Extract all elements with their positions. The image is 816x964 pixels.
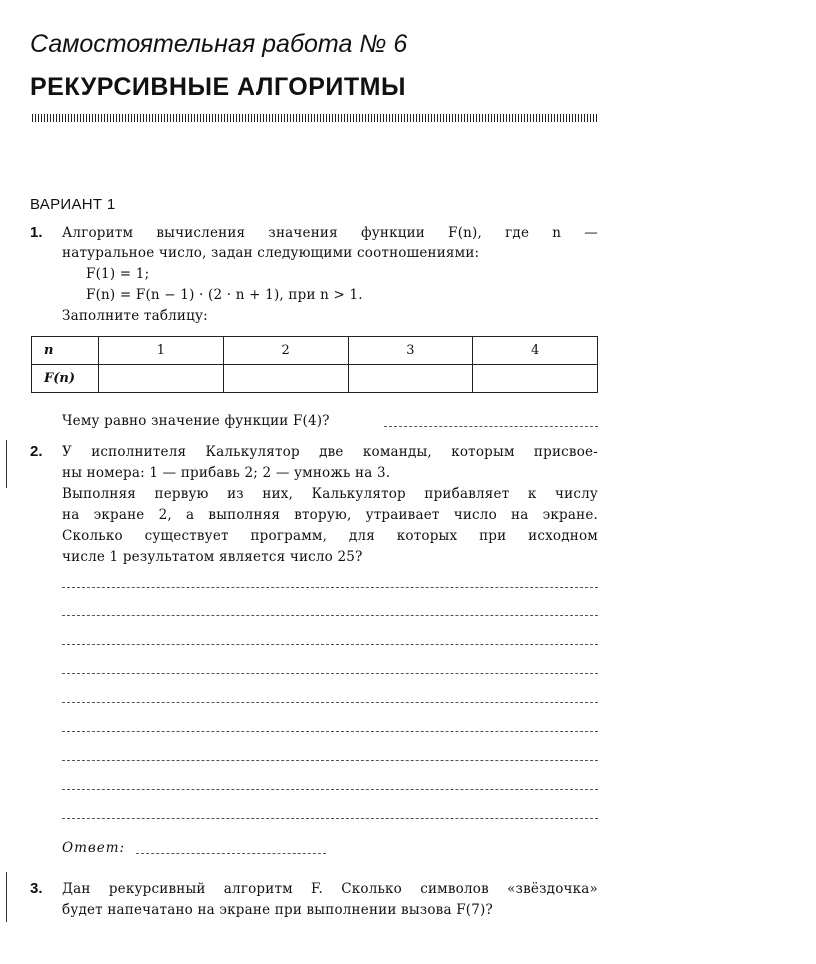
table-row xyxy=(32,365,598,393)
answer-writing-line[interactable] xyxy=(62,615,598,616)
task-3-line-2: будет напечатано на экране при выполнении вызова F(7)? xyxy=(62,902,493,918)
task-1-number: 1. xyxy=(30,224,43,241)
margin-bracket xyxy=(6,872,7,922)
answer-writing-line[interactable] xyxy=(62,789,598,790)
task-2-number: 2. xyxy=(30,443,43,460)
margin-bar xyxy=(6,440,7,488)
answer-writing-line[interactable] xyxy=(62,818,598,819)
task-3-number: 3. xyxy=(30,880,43,897)
answer-writing-line[interactable] xyxy=(62,731,598,732)
table-cell-empty[interactable] xyxy=(348,365,473,393)
table-header-4: 4 xyxy=(473,337,598,365)
task-1-answer-line[interactable] xyxy=(384,426,598,427)
table-header-2: 2 xyxy=(223,337,348,365)
table-header-n: n xyxy=(32,337,99,365)
task-2-line-2: ны номера: 1 — прибавь 2; 2 — умножь на 3. xyxy=(62,465,391,481)
task-3-line-1: Дан рекурсивный алгоритм F. Сколько символов «звёздочка» xyxy=(62,881,598,897)
worksheet-subtitle: Самостоятельная работа № 6 xyxy=(30,30,408,58)
task-1-line-2: натуральное число, задан следующими соотношениями: xyxy=(62,245,480,261)
task-1-formula-2: F(n) = F(n − 1) · (2 · n + 1), при n > 1. xyxy=(86,287,363,303)
task-1-line-1: Алгоритм вычисления значения функции F(n), где n — xyxy=(62,225,598,241)
answer-writing-line[interactable] xyxy=(62,587,598,588)
answer-writing-line[interactable] xyxy=(62,644,598,645)
task-1-instruction: Заполните таблицу: xyxy=(62,308,208,324)
task-1-formula-1: F(1) = 1; xyxy=(86,266,150,282)
table-row xyxy=(32,337,598,365)
table-row-label-fn: F(n) xyxy=(32,365,99,393)
answer-writing-line[interactable] xyxy=(62,760,598,761)
task-2-line-3: Выполняя первую из них, Калькулятор прибавляет к числу xyxy=(62,486,598,502)
task-2-line-4: на экране 2, а выполняя вторую, утраивает число на экране. xyxy=(62,507,598,523)
table-header-3: 3 xyxy=(348,337,473,365)
table-cell-empty[interactable] xyxy=(473,365,598,393)
answer-writing-line[interactable] xyxy=(62,673,598,674)
function-table xyxy=(31,336,598,393)
decorative-hatch-divider xyxy=(32,114,598,122)
task-1-question: Чему равно значение функции F(4)? xyxy=(62,413,330,429)
table-cell-empty[interactable] xyxy=(99,365,224,393)
worksheet-title: РЕКУРСИВНЫЕ АЛГОРИТМЫ xyxy=(30,73,406,101)
task-2-answer-label: Ответ: xyxy=(62,840,126,856)
task-2-line-6: числе 1 результатом является число 25? xyxy=(62,549,363,565)
task-2-line-5: Сколько существует программ, для которых при исходном xyxy=(62,528,598,544)
answer-writing-line[interactable] xyxy=(62,702,598,703)
table-cell-empty[interactable] xyxy=(223,365,348,393)
table-header-1: 1 xyxy=(99,337,224,365)
variant-label: ВАРИАНТ 1 xyxy=(30,196,116,213)
task-2-answer-line[interactable] xyxy=(136,853,326,854)
task-2-line-1: У исполнителя Калькулятор две команды, которым присвое- xyxy=(62,444,598,460)
